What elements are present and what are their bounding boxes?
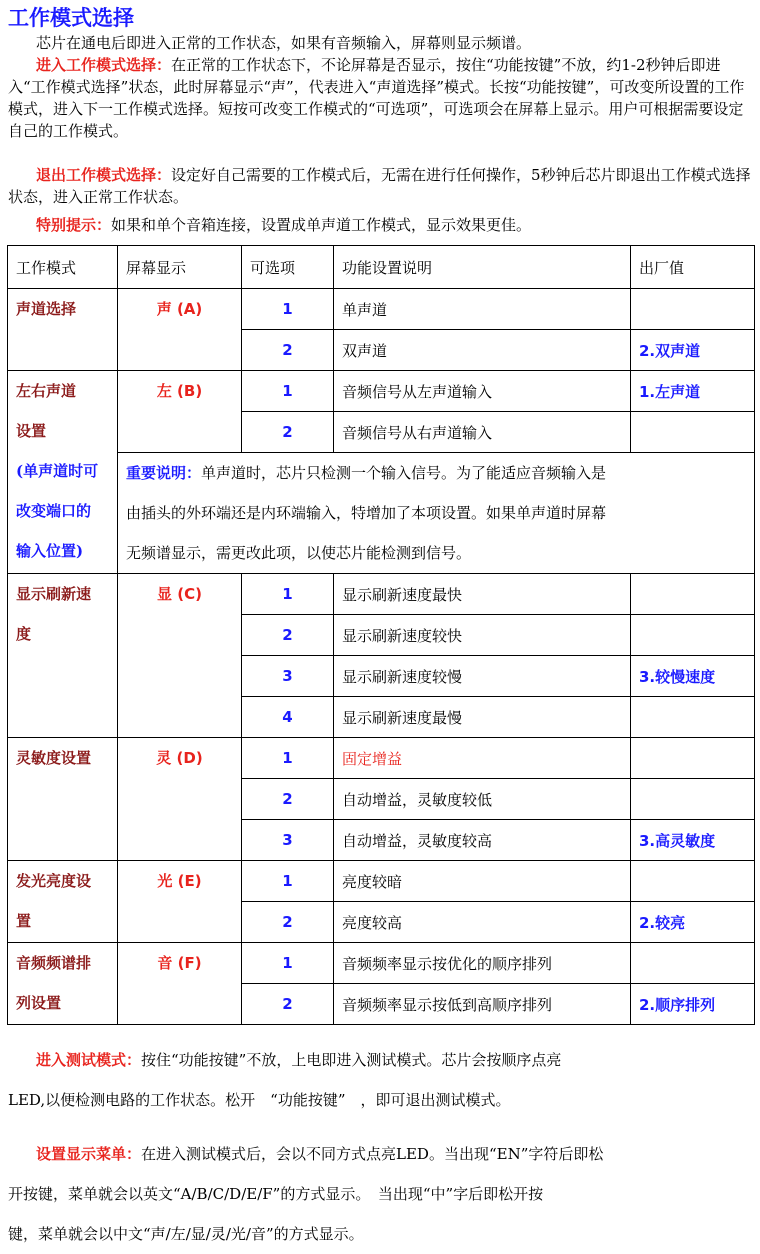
screen-cell: 光 (E) [118, 861, 242, 943]
important-note-line: 由插头的外环端还是内环端输入，特增加了本项设置。如果单声道时屏幕 [126, 504, 607, 522]
description-cell: 音频信号从左声道输入 [334, 371, 631, 412]
option-cell: 2 [242, 330, 334, 371]
description-cell: 显示刷新速度较快 [334, 615, 631, 656]
screen-cell: 左 (B) [118, 371, 242, 453]
test-mode-line: 按住“功能按键”不放，上电即进入测试模式。芯片会按顺序点亮 [141, 1051, 562, 1069]
mode-line: 置 [16, 912, 32, 930]
description-cell: 显示刷新速度较慢 [334, 656, 631, 697]
important-note-line: 单声道时，芯片只检测一个输入信号。为了能适应音频输入是 [201, 464, 607, 482]
tip-label: 特别提示： [36, 216, 112, 234]
table-row [8, 738, 755, 779]
header-mode: 工作模式 [8, 246, 118, 289]
mode-note-line: (单声道时可 [16, 462, 99, 480]
option-cell: 1 [242, 738, 334, 779]
option-cell: 1 [242, 371, 334, 412]
table-row [8, 861, 755, 902]
mode-table [7, 245, 755, 1025]
screen-cell: 声 (A) [118, 289, 242, 371]
test-mode-paragraph [8, 1040, 752, 1120]
mode-cell [8, 943, 118, 1025]
table-row-note [8, 453, 755, 574]
menu-line: 键，菜单就会以中文“声/左/显/灵/光/音”的方式显示。 [8, 1225, 364, 1243]
mode-cell: 灵敏度设置 [8, 738, 118, 861]
default-cell [631, 615, 755, 656]
default-cell [631, 289, 755, 330]
description-cell: 显示刷新速度最慢 [334, 697, 631, 738]
mode-cell: 声道选择 [8, 289, 118, 371]
exit-mode-label: 退出工作模式选择： [36, 166, 172, 184]
description-cell: 固定增益 [334, 738, 631, 779]
default-cell: 3.高灵敏度 [631, 820, 755, 861]
enter-mode-paragraph [8, 54, 752, 142]
mode-cell [8, 574, 118, 738]
menu-line: 开按键，菜单就会以英文“A/B/C/D/E/F”的方式显示。 当出现“中”字后即松开按 [8, 1185, 544, 1203]
menu-label: 设置显示菜单： [36, 1145, 142, 1163]
option-cell: 1 [242, 574, 334, 615]
screen-cell: 音 (F) [118, 943, 242, 1025]
mode-line: 设置 [16, 422, 47, 440]
default-cell [631, 574, 755, 615]
enter-mode-text: 在正常的工作状态下，不论屏幕是否显示，按住“功能按键”不放，约1-2秒钟后即进入“工作模式选择”状态，此时屏幕显示“声”，代表进入“声道选择”模式。长按“功能按键”，可改变所设置的工作模式，进入下一工作模式选择。短按可改变工作模式的“可选项”，可选项会在屏幕上显示。用户可根据需要设定自己的工作模式。 [8, 56, 745, 140]
option-cell: 3 [242, 820, 334, 861]
screen-cell: 灵 (D) [118, 738, 242, 861]
description-cell: 显示刷新速度最快 [334, 574, 631, 615]
default-cell: 2.双声道 [631, 330, 755, 371]
table-header-row [8, 246, 755, 289]
header-description: 功能设置说明 [334, 246, 631, 289]
mode-line: 音频频谱排 [16, 954, 92, 972]
table-row [8, 371, 755, 412]
menu-line: 在进入测试模式后，会以不同方式点亮LED。当出现“EN”字符后即松 [141, 1145, 604, 1163]
default-cell [631, 779, 755, 820]
description-cell: 亮度较高 [334, 902, 631, 943]
option-cell: 2 [242, 779, 334, 820]
option-cell: 2 [242, 615, 334, 656]
option-cell: 1 [242, 861, 334, 902]
menu-paragraph [8, 1134, 752, 1254]
description-cell: 音频频率显示按优化的顺序排列 [334, 943, 631, 984]
option-cell: 1 [242, 289, 334, 330]
page-title: 工作模式选择 [8, 6, 134, 30]
option-cell: 2 [242, 984, 334, 1025]
default-cell: 2.顺序排列 [631, 984, 755, 1025]
mode-note-line: 改变端口的 [16, 502, 92, 520]
mode-cell [8, 861, 118, 943]
option-cell: 2 [242, 412, 334, 453]
tip-text: 如果和单个音箱连接，设置成单声道工作模式，显示效果更佳。 [111, 216, 532, 234]
enter-mode-label: 进入工作模式选择： [36, 56, 172, 74]
description-cell: 音频频率显示按低到高顺序排列 [334, 984, 631, 1025]
mode-line: 度 [16, 625, 32, 643]
mode-line: 发光亮度设 [16, 872, 92, 890]
option-cell: 3 [242, 656, 334, 697]
important-note-cell [118, 453, 755, 574]
description-cell: 自动增益，灵敏度较高 [334, 820, 631, 861]
default-cell [631, 738, 755, 779]
table-row [8, 943, 755, 984]
header-screen: 屏幕显示 [118, 246, 242, 289]
mode-cell [8, 371, 118, 574]
exit-mode-text: 设定好自己需要的工作模式后，无需在进行任何操作，5秒钟后芯片即退出工作模式选择状态，进入正常工作状态。 [8, 166, 751, 206]
table-row [8, 574, 755, 615]
default-cell [631, 697, 755, 738]
description-cell: 双声道 [334, 330, 631, 371]
intro-paragraph [8, 32, 752, 54]
default-cell [631, 861, 755, 902]
exit-mode-paragraph [8, 164, 752, 208]
option-cell: 2 [242, 902, 334, 943]
description-cell: 单声道 [334, 289, 631, 330]
option-cell: 4 [242, 697, 334, 738]
header-option: 可选项 [242, 246, 334, 289]
mode-line: 列设置 [16, 994, 62, 1012]
option-cell: 1 [242, 943, 334, 984]
default-cell: 1.左声道 [631, 371, 755, 412]
default-cell: 3.较慢速度 [631, 656, 755, 697]
important-note-line: 无频谱显示，需更改此项，以使芯片能检测到信号。 [126, 544, 472, 562]
test-mode-label: 进入测试模式： [36, 1051, 142, 1069]
test-mode-line: LED,以便检测电路的工作状态。松开 “功能按键” ，即可退出测试模式。 [8, 1091, 511, 1109]
default-cell [631, 412, 755, 453]
default-cell [631, 943, 755, 984]
tip-paragraph [8, 214, 752, 236]
description-cell: 音频信号从右声道输入 [334, 412, 631, 453]
intro-text: 芯片在通电后即进入正常的工作状态，如果有音频输入，屏幕则显示频谱。 [36, 34, 532, 52]
description-cell: 亮度较暗 [334, 861, 631, 902]
important-note-label: 重要说明： [126, 464, 202, 482]
description-cell: 自动增益，灵敏度较低 [334, 779, 631, 820]
default-cell: 2.较亮 [631, 902, 755, 943]
mode-note-line: 输入位置) [16, 542, 84, 560]
mode-line: 显示刷新速 [16, 585, 92, 603]
screen-cell: 显 (C) [118, 574, 242, 738]
mode-line: 左右声道 [16, 382, 77, 400]
table-row [8, 289, 755, 330]
header-default: 出厂值 [631, 246, 755, 289]
